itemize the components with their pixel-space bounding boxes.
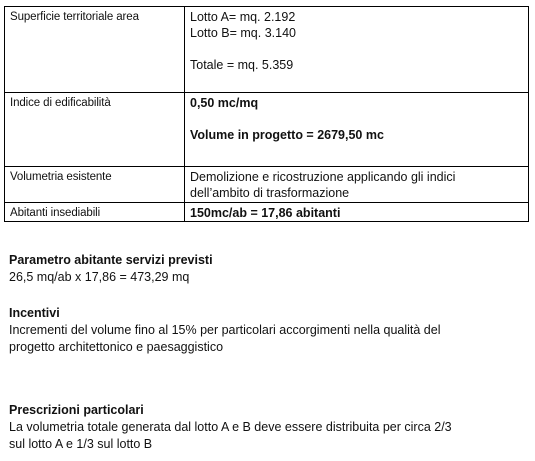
table-row-superficie bbox=[5, 7, 529, 93]
row-label-volumetria: Volumetria esistente bbox=[5, 167, 185, 203]
volume-progetto-value: Volume in progetto = 2679,50 mc bbox=[190, 128, 384, 142]
section-parametro bbox=[9, 252, 529, 286]
parameters-table bbox=[4, 6, 529, 222]
row-label-superficie: Superficie territoriale area bbox=[5, 7, 185, 93]
incentivi-line-1: Incrementi del volume fino al 15% per particolari accorgimenti nella qualità del bbox=[9, 323, 441, 337]
row-value-indice bbox=[185, 93, 529, 167]
prescrizioni-line-2: sul lotto A e 1/3 sul lotto B bbox=[9, 437, 153, 451]
indice-value: 0,50 mc/mq bbox=[190, 96, 259, 110]
incentivi-heading: Incentivi bbox=[9, 306, 60, 320]
table-row-volumetria bbox=[5, 167, 529, 203]
totale-value: Totale = mq. 5.359 bbox=[190, 58, 294, 72]
lotto-b-value: Lotto B= mq. 3.140 bbox=[190, 26, 296, 40]
prescrizioni-heading: Prescrizioni particolari bbox=[9, 403, 144, 417]
row-label-abitanti: Abitanti insediabili bbox=[5, 203, 185, 222]
lotto-a-value: Lotto A= mq. 2.192 bbox=[190, 10, 296, 24]
volumetria-line-1: Demolizione e ricostruzione applicando gli indici bbox=[190, 170, 456, 184]
prescrizioni-line-1: La volumetria totale generata dal lotto A e B deve essere distribuita per circa 2/3 bbox=[9, 420, 452, 434]
section-prescrizioni bbox=[9, 402, 529, 453]
volumetria-line-2: dell’ambito di trasformazione bbox=[190, 186, 350, 200]
row-label-indice: Indice di edificabilità bbox=[5, 93, 185, 167]
table-row-abitanti bbox=[5, 203, 529, 222]
parametro-value: 26,5 mq/ab x 17,86 = 473,29 mq bbox=[9, 270, 190, 284]
parametro-heading: Parametro abitante servizi previsti bbox=[9, 253, 213, 267]
incentivi-line-2: progetto architettonico e paesaggistico bbox=[9, 340, 224, 354]
row-value-superficie bbox=[185, 7, 529, 93]
row-value-volumetria bbox=[185, 167, 529, 203]
table-row-indice bbox=[5, 93, 529, 167]
abitanti-value: 150mc/ab = 17,86 abitanti bbox=[190, 206, 341, 220]
row-value-abitanti bbox=[185, 203, 529, 222]
section-incentivi bbox=[9, 305, 529, 356]
